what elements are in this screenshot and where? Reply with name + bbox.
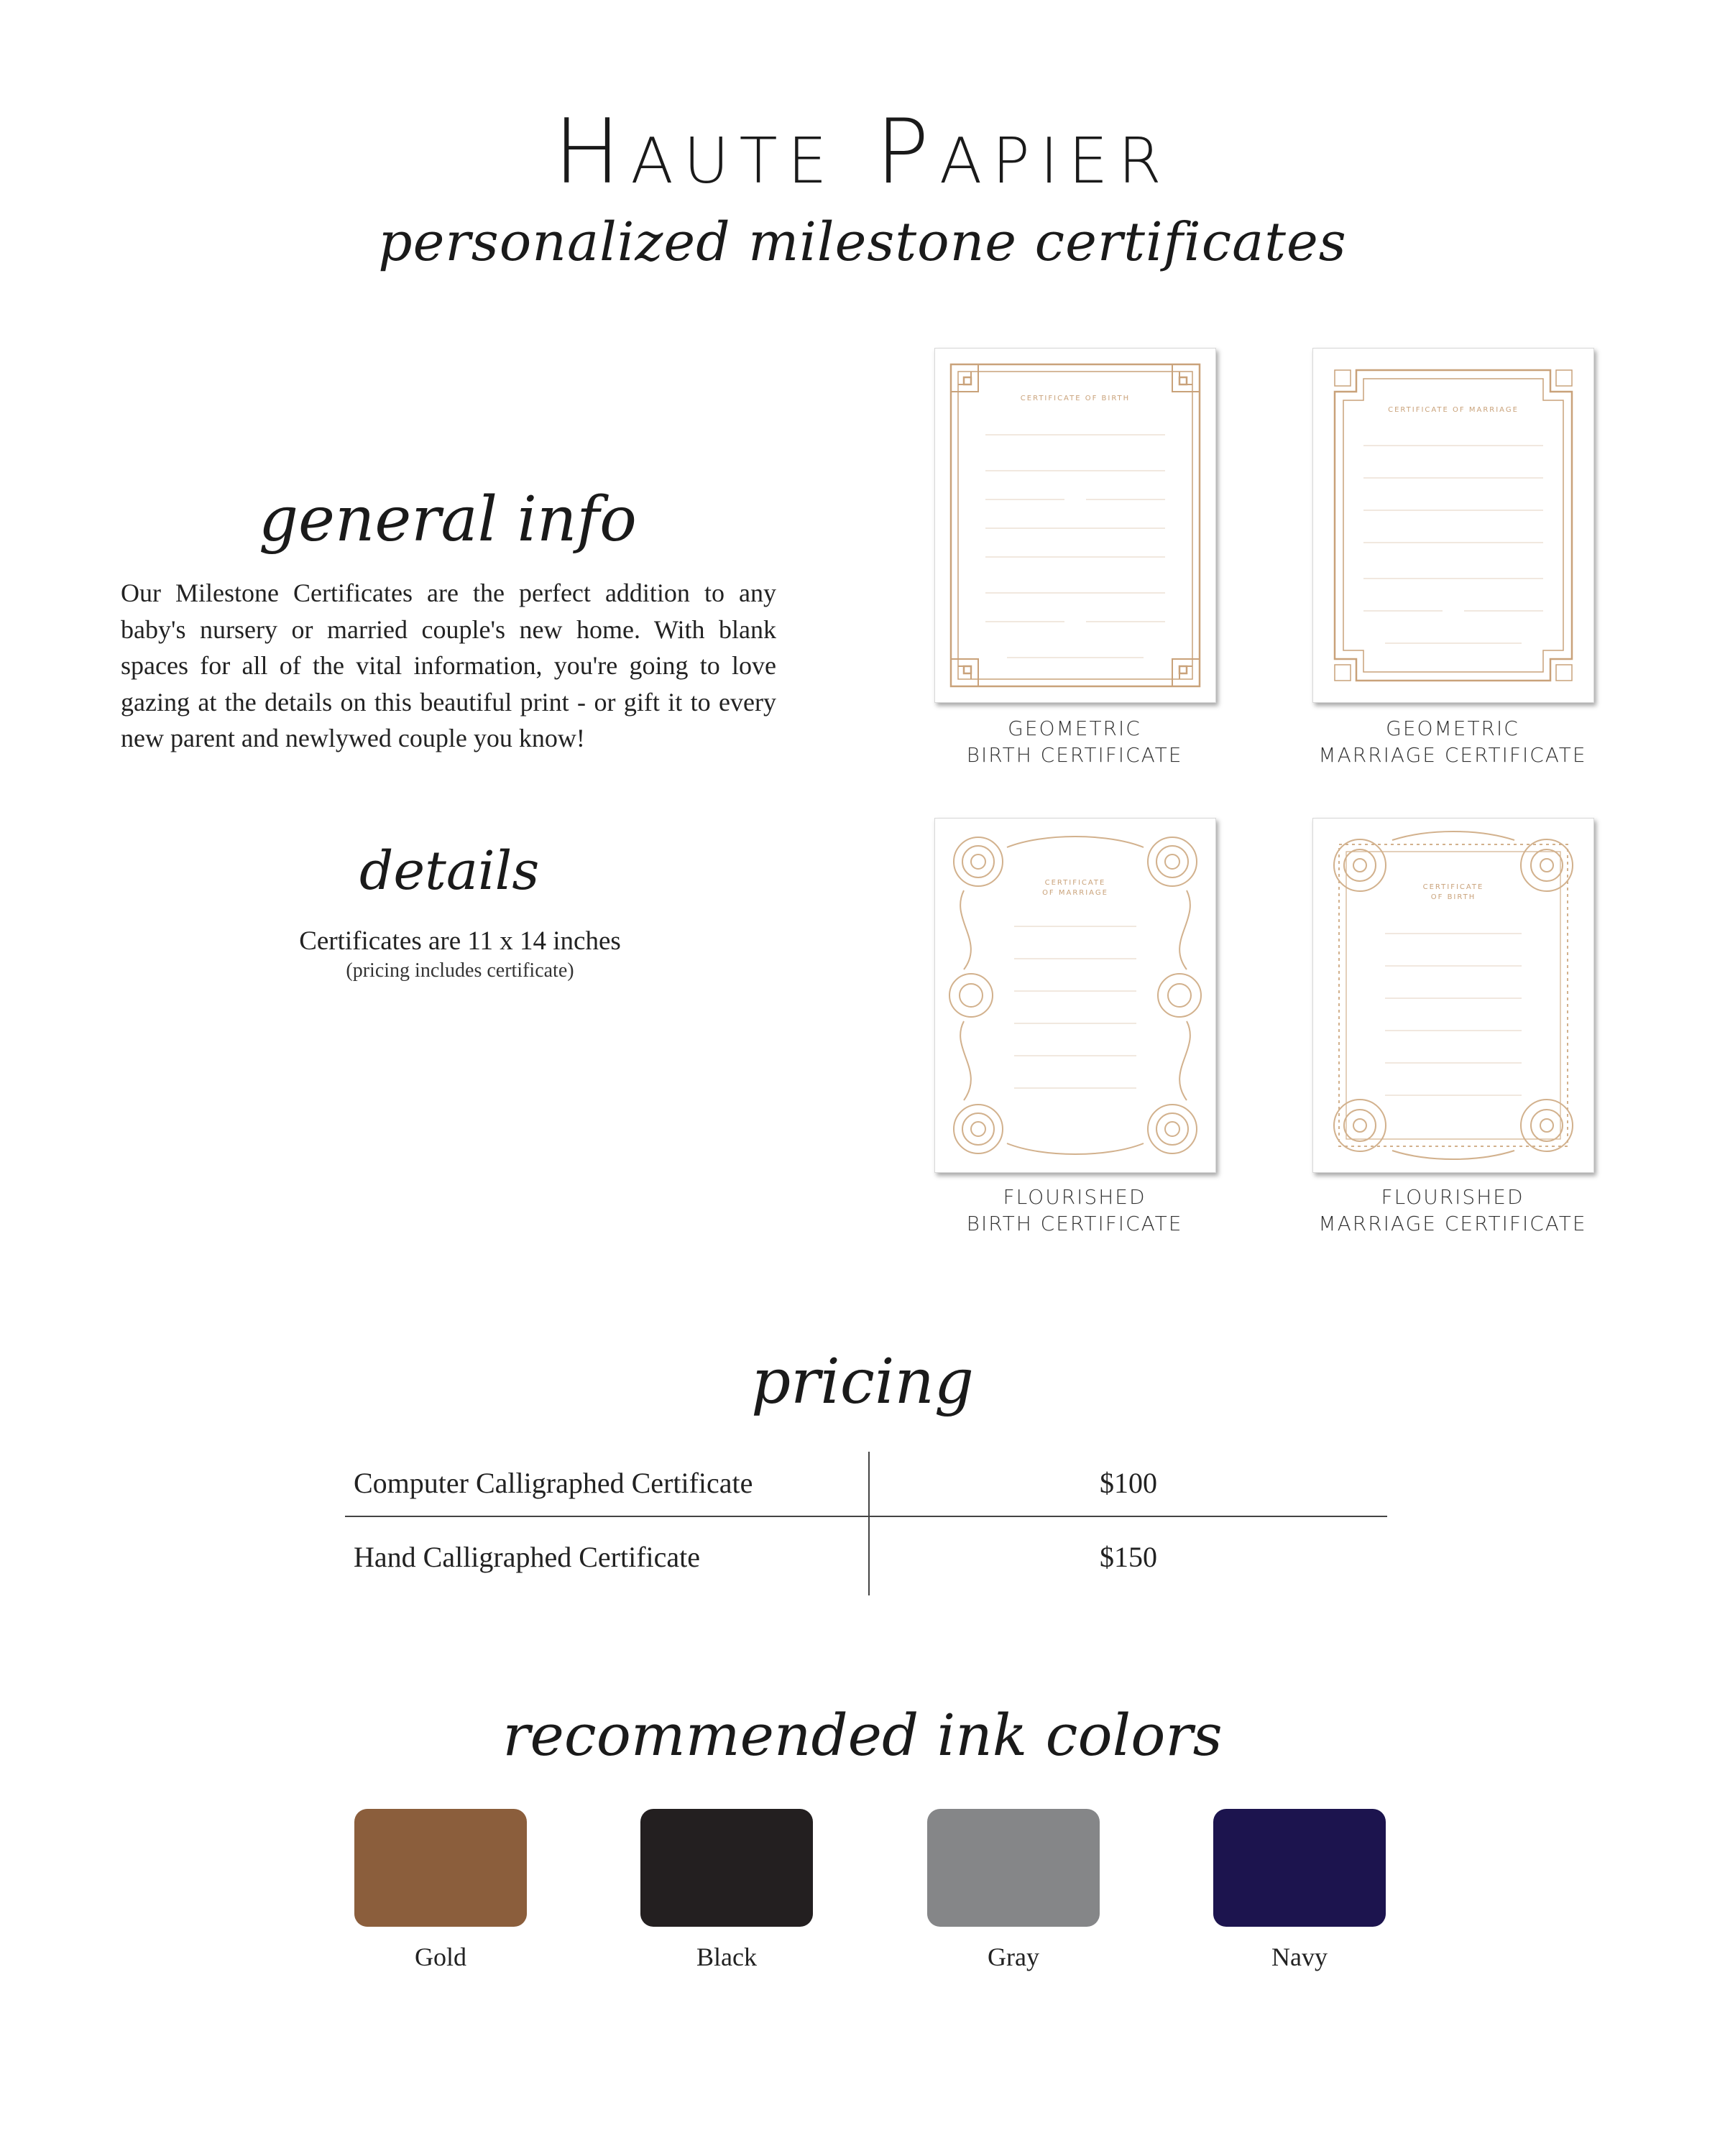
cert-header-text: CERTIFICATE OF MARRIAGE: [1388, 406, 1519, 414]
table-divider-horizontal: [345, 1516, 1387, 1517]
geometric-birth-certificate-image: [934, 348, 1216, 703]
cert-header-text: CERTIFICATE: [1044, 879, 1106, 887]
flourished-marriage-certificate-image: [1312, 818, 1594, 1173]
flourish-frame-icon: [1313, 819, 1593, 1172]
brand-tagline: personalized milestone certificates: [378, 211, 1347, 273]
flourished-birth-certificate-image: [934, 818, 1216, 1173]
swatch-label-black: Black: [696, 1943, 757, 1971]
cert-header-text: OF BIRTH: [1430, 893, 1476, 901]
general-info-heading: general info: [259, 484, 637, 556]
pricing-heading: pricing: [751, 1346, 974, 1418]
caption-line-2: BIRTH CERTIFICATE: [966, 1212, 1183, 1235]
geometric-frame-icon: [1313, 349, 1593, 702]
price-row-value: $150: [1100, 1541, 1157, 1573]
cert-header-text: CERTIFICATE: [1422, 883, 1484, 891]
general-info-text: Our Milestone Certificates are the perfect addition to any baby's nursery or married couple's new home. With blank spaces for all of the vital information, you're going to love gazing at the details on this beautiful print - or gift it to every new parent and newlywed couple you know!: [121, 579, 776, 752]
price-row-value: $100: [1100, 1467, 1157, 1499]
flourished-birth-caption: [895, 1184, 1254, 1237]
geometric-marriage-certificate-image: [1312, 348, 1594, 703]
details-note: (pricing includes certificate): [346, 959, 574, 982]
caption-line-2: BIRTH CERTIFICATE: [966, 743, 1183, 767]
caption-line-1: GEOMETRIC: [1386, 717, 1519, 740]
ink-colors-heading: recommended ink colors: [502, 1702, 1223, 1769]
swatch-label-gold: Gold: [415, 1943, 466, 1971]
cert-header-text: CERTIFICATE OF BIRTH: [1020, 395, 1131, 402]
caption-line-1: FLOURISHED: [1381, 1185, 1524, 1209]
flourish-frame-icon: [935, 819, 1215, 1172]
swatch-label-gray: Gray: [988, 1943, 1039, 1971]
price-row-name: Computer Calligraphed Certificate: [354, 1467, 753, 1499]
swatch-gray: [927, 1809, 1100, 1927]
pricing-table: [345, 1452, 1387, 1595]
brand-title: Haute Papier: [553, 101, 1172, 204]
swatch-gold: [354, 1809, 527, 1927]
geometric-frame-icon: [935, 349, 1215, 702]
caption-line-1: GEOMETRIC: [1008, 717, 1141, 740]
cert-header-text: OF MARRIAGE: [1042, 889, 1108, 897]
geometric-birth-caption: [895, 715, 1254, 768]
price-row-name: Hand Calligraphed Certificate: [354, 1541, 701, 1573]
swatch-navy: [1213, 1809, 1386, 1927]
caption-line-2: MARRIAGE CERTIFICATE: [1318, 1212, 1587, 1235]
details-heading: details: [359, 840, 540, 902]
swatch-label-navy: Navy: [1271, 1943, 1328, 1971]
flourished-marriage-caption: [1273, 1184, 1632, 1237]
caption-line-2: MARRIAGE CERTIFICATE: [1318, 743, 1587, 767]
details-size: Certificates are 11 x 14 inches: [299, 926, 621, 956]
swatch-black: [640, 1809, 813, 1927]
geometric-marriage-caption: [1273, 715, 1632, 768]
caption-line-1: FLOURISHED: [1003, 1185, 1146, 1209]
